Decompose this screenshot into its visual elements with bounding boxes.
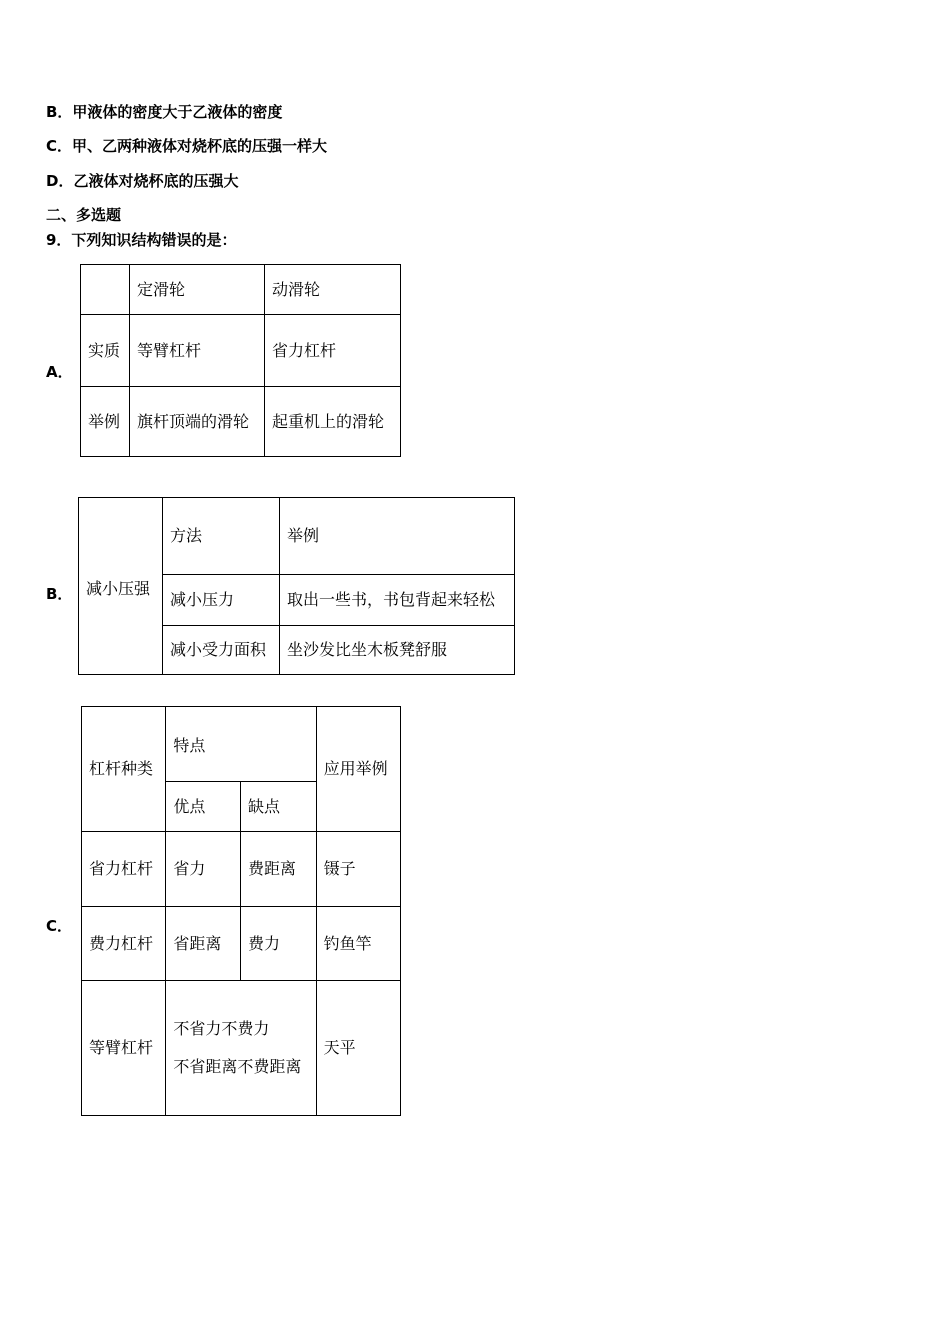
option-b-text: B．甲液体的密度大于乙液体的密度 <box>46 103 283 121</box>
pressure-table <box>78 497 515 675</box>
app-force-costing: 钓鱼竿 <box>316 907 400 981</box>
option-a-label: A． <box>46 363 73 381</box>
header-example: 举例 <box>280 498 515 575</box>
example-reduce-force: 取出一些书，书包背起来轻松 <box>280 575 515 626</box>
type-force-saving: 省力杠杆 <box>82 832 166 907</box>
cell-moving-example: 起重机上的滑轮 <box>265 387 401 457</box>
topic-reduce-pressure: 减小压强 <box>79 498 163 675</box>
header-advantage: 优点 <box>166 782 241 832</box>
lever-table <box>81 706 401 1116</box>
section-heading: 二、多选题 <box>46 206 122 224</box>
empty-header-cell <box>81 265 130 315</box>
adv-force-saving: 省力 <box>166 832 241 907</box>
header-lever-type: 杠杆种类 <box>82 707 166 832</box>
type-equal-arm: 等臂杠杆 <box>82 981 166 1116</box>
option-c-label: C． <box>46 917 73 935</box>
type-force-costing: 费力杠杆 <box>82 907 166 981</box>
cell-moving-essence: 省力杠杆 <box>265 315 401 387</box>
pulley-table <box>80 264 401 457</box>
option-d-text: D．乙液体对烧杯底的压强大 <box>46 172 239 190</box>
row-example-head: 举例 <box>81 387 130 457</box>
dis-force-costing: 费力 <box>241 907 317 981</box>
example-reduce-area: 坐沙发比坐木板凳舒服 <box>280 626 515 675</box>
header-method: 方法 <box>163 498 280 575</box>
row-essence-head: 实质 <box>81 315 130 387</box>
question-9: 9．下列知识结构错误的是： <box>46 231 237 249</box>
option-c-text: C．甲、乙两种液体对烧杯底的压强一样大 <box>46 137 328 155</box>
cell-fixed-example: 旗杆顶端的滑轮 <box>130 387 265 457</box>
header-moving-pulley: 动滑轮 <box>265 265 401 315</box>
header-feature: 特点 <box>166 707 316 782</box>
adv-force-costing: 省距离 <box>166 907 241 981</box>
cell-fixed-essence: 等臂杠杆 <box>130 315 265 387</box>
feature-equal-arm <box>166 981 316 1116</box>
method-reduce-area: 减小受力面积 <box>163 626 280 675</box>
header-application: 应用举例 <box>316 707 400 832</box>
header-disadvantage: 缺点 <box>241 782 317 832</box>
header-fixed-pulley: 定滑轮 <box>130 265 265 315</box>
dis-force-saving: 费距离 <box>241 832 317 907</box>
option-b-label: B． <box>46 585 73 603</box>
feature-equal-arm-line-1: 不省力不费力 <box>173 1019 270 1038</box>
app-force-saving: 镊子 <box>316 832 400 907</box>
method-reduce-force: 减小压力 <box>163 575 280 626</box>
feature-equal-arm-line-2: 不省距离不费距离 <box>173 1057 302 1076</box>
app-equal-arm: 天平 <box>316 981 400 1116</box>
